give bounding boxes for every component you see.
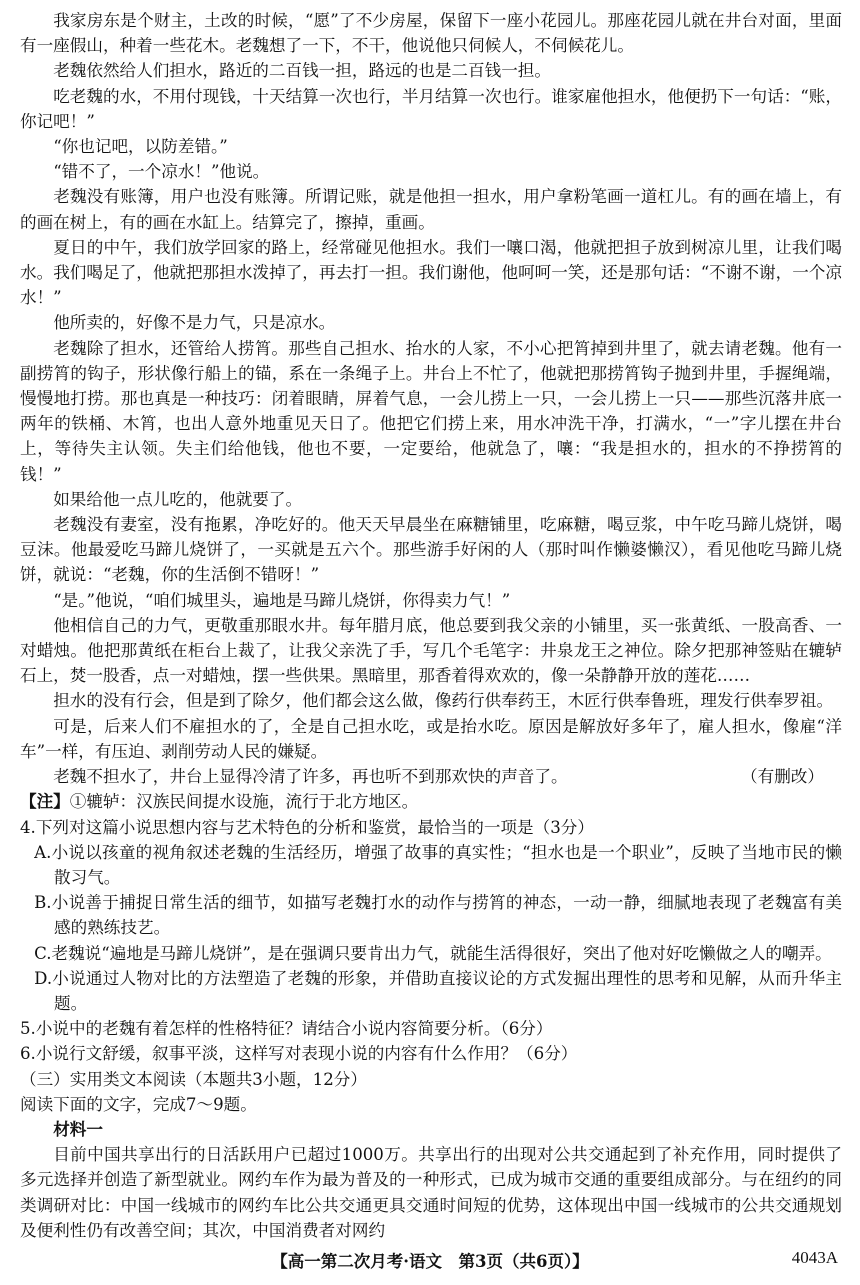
question-4: 4.下列对这篇小说思想内容与艺术特色的分析和鉴赏，最恰当的一项是（3分） xyxy=(20,817,594,837)
story-paragraph: 他所卖的，好像不是力气，只是凉水。 xyxy=(53,313,336,333)
story-paragraph: 老魏没有妻室，没有拖累，净吃好的。他天天早晨坐在麻糖铺里，吃麻糖，喝豆浆，中午吃马蹄儿烧饼，喝豆沫。他最爱吃马蹄儿烧饼了，一买就是五六个。那些游手好闲的人（那时叫作懒婆懒汉），看见他吃马蹄儿烧饼，就说：“老魏，你的生活倒不错呀！” xyxy=(20,515,842,585)
question-4-option-d: D.小说通过人物对比的方法塑造了老魏的形象，并借助直接议论的方式发掘出理性的思考和见解，从而升华主题。 xyxy=(34,968,842,1013)
story-paragraph: 老魏依然给人们担水，路近的二百钱一担，路远的也是二百钱一担。 xyxy=(53,61,551,81)
story-paragraph: 老魏没有账簿，用户也没有账簿。所谓记账，就是他担一担水，用户拿粉笔画一道杠儿。有的画在墙上，有的画在树上，有的画在水缸上。结算完了，擦掉，重画。 xyxy=(20,187,842,232)
footer-exam-code: 4043A xyxy=(791,1248,838,1267)
section-3-instruction: 阅读下面的文字，完成7～9题。 xyxy=(20,1094,257,1114)
story-paragraph: 夏日的中午，我们放学回家的路上，经常碰见他担水。我们一嚷口渴，他就把担子放到树凉儿里，让我们喝水。我们喝足了，他就把那担水泼掉了，再去打一担。我们谢他，他呵呵一笑，还是那句话：“不谢不谢，一个凉水！” xyxy=(20,237,842,308)
note-head: 【注】 xyxy=(20,791,70,812)
story-paragraph: 我家房东是个财主，土改的时候，“愿”了不少房屋，保留下一座小花园儿。那座花园儿就在井台对面，里面有一座假山，种着一些花木。老魏想了一下，不干，他说他只伺候人，不伺候花儿。 xyxy=(20,11,842,56)
section-3-title: （三）实用类文本阅读（本题共3小题，12分） xyxy=(20,1069,367,1089)
story-paragraph: 吃老魏的水，不用付现钱，十天结算一次也行，半月结算一次也行。谁家雇他担水，他便扔下一句话：“账，你记吧！” xyxy=(20,86,842,131)
question-6: 6.小说行文舒缓，叙事平淡，这样写对表现小说的内容有什么作用？（6分） xyxy=(20,1044,578,1064)
story-paragraph: “错不了，一个凉水！”他说。 xyxy=(53,162,270,182)
story-paragraph: “你也记吧，以防差错。” xyxy=(53,137,228,157)
last-paragraph-text: 老魏不担水了，井台上显得冷清了许多，再也听不到那欢快的声音了。 xyxy=(53,767,568,787)
story-paragraph: 老魏除了担水，还管给人捞筲。那些自己担水、抬水的人家，不小心把筲掉到井里了，就去请老魏。他有一副捞筲的钩子，形状像行船上的锚，系在一条绳子上。井台上不忙了，他就把那捞筲钩子抛到井里，手握绳端，慢慢地打捞。那也真是一种技巧：闭着眼睛，屏着气息，一会儿捞上一只，一会儿捞上一只——那些沉落井底一两年的铁桶、木筲，也出人意外地重见天日了。他把它们捞上来，用水冲洗干净，打满水，“一”字儿摆在井台上，等待失主认领。失主们给他钱，他也不要，一定要给，他就急了，嚷：“我是担水的，担水的不挣捞筲的钱！” xyxy=(20,338,842,484)
page-footer xyxy=(0,1248,860,1278)
annotation-note xyxy=(20,789,842,814)
question-4-option-b: B.小说善于捕捉日常生活的细节，如描写老魏打水的动作与捞筲的神态，一动一静，细腻地表现了老魏富有美感的熟练技艺。 xyxy=(34,893,842,938)
note-text: ①辘轳：汉族民间提水设施，流行于北方地区。 xyxy=(69,792,419,812)
story-paragraph: 可是，后来人们不雇担水的了，全是自己担水吃，或是抬水吃。原因是解放好多年了，雇人担水，像雇“洋车”一样，有压迫、剥削劳动人民的嫌疑。 xyxy=(20,716,842,761)
source-note: （有删改） xyxy=(741,767,824,787)
page-content xyxy=(20,8,842,1243)
question-5: 5.小说中的老魏有着怎样的性格特征？请结合小说内容简要分析。（6分） xyxy=(20,1019,553,1039)
material-one-paragraph: 目前中国共享出行的日活跃用户已超过1000万。共享出行的出现对公共交通起到了补充作用，同时提供了多元选择并创造了新型就业。网约车作为最为普及的一种形式，已成为城市交通的重要组成部分。与在纽约的同类调研对比：中国一线城市的网约车比公共交通更具交通时间短的优势，这体现出中国一线城市的公共交通规划及便利性仍有改善空间；其次，中国消费者对网约 xyxy=(20,1145,842,1240)
footer-page-info: 【高一第二次月考·语文 第3页（共6页）】 xyxy=(271,1252,589,1271)
story-paragraph: 担水的没有行会，但是到了除夕，他们都会这么做，像药行供奉药王，木匠行供奉鲁班，理发行供奉罗祖。 xyxy=(53,691,834,711)
material-one-heading: 材料一 xyxy=(53,1118,103,1139)
story-paragraph: “是。”他说，“咱们城里头，遍地是马蹄儿烧饼，你得卖力气！” xyxy=(53,590,511,610)
question-4-option-a: A.小说以孩童的视角叙述老魏的生活经历，增强了故事的真实性；“担水也是一个职业”，反映了当地市民的懒散习气。 xyxy=(34,842,842,887)
story-paragraph: 如果给他一点儿吃的，他就要了。 xyxy=(53,489,303,509)
story-paragraph: 他相信自己的力气，更敬重那眼水井。每年腊月底，他总要到我父亲的小铺里，买一张黄纸、一股高香、一对蜡烛。他把那黄纸在柜台上裁了，让我父亲洗了手，写几个毛笔字：井泉龙王之神位。除夕把那神签贴在辘轳石上，焚一股香，点一对蜡烛，摆一些供果。黑暗里，那香着得欢欢的，像一朵静静开放的莲花…… xyxy=(20,615,842,686)
story-last-paragraph xyxy=(20,764,842,789)
question-4-option-c: C.老魏说“遍地是马蹄儿烧饼”，是在强调只要肯出力气，就能生活得很好，突出了他对好吃懒做之人的嘲弄。 xyxy=(34,943,832,963)
